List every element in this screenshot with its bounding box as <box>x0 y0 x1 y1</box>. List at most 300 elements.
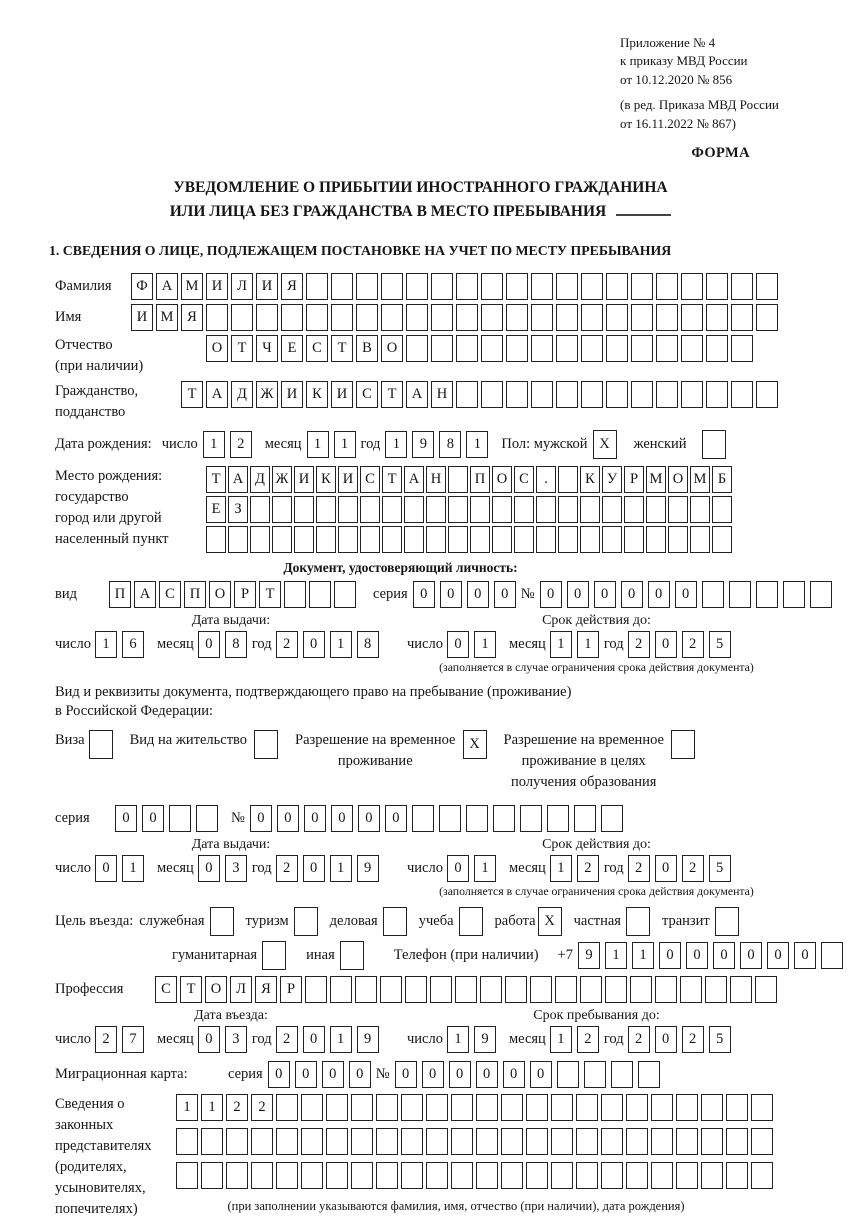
cell[interactable] <box>351 1094 373 1121</box>
cell[interactable] <box>751 1094 773 1121</box>
cell[interactable]: Я <box>281 273 303 300</box>
cell[interactable]: 0 <box>322 1061 344 1088</box>
cell[interactable] <box>501 1162 523 1189</box>
cell[interactable] <box>331 273 353 300</box>
cell[interactable]: 2 <box>577 1026 599 1053</box>
cell[interactable]: Л <box>230 976 252 1003</box>
cell[interactable]: 0 <box>303 1026 325 1053</box>
cell[interactable]: 0 <box>250 805 272 832</box>
cell[interactable] <box>426 496 446 523</box>
cell[interactable] <box>506 304 528 331</box>
cell[interactable]: 1 <box>577 631 599 658</box>
cell[interactable] <box>451 1162 473 1189</box>
cell[interactable]: 0 <box>268 1061 290 1088</box>
cell[interactable]: 0 <box>567 581 589 608</box>
cell[interactable] <box>580 976 602 1003</box>
cell[interactable] <box>228 526 248 553</box>
cell[interactable]: 0 <box>476 1061 498 1088</box>
cell[interactable]: Б <box>712 466 732 493</box>
cell[interactable]: М <box>181 273 203 300</box>
cell[interactable]: И <box>331 381 353 408</box>
cell[interactable]: 2 <box>226 1094 248 1121</box>
cell[interactable] <box>681 304 703 331</box>
cell[interactable] <box>606 273 628 300</box>
cell[interactable] <box>481 335 503 362</box>
cell[interactable]: 1 <box>176 1094 198 1121</box>
cell[interactable]: 2 <box>682 631 704 658</box>
cell[interactable] <box>426 1128 448 1155</box>
cell[interactable] <box>334 581 356 608</box>
cell[interactable] <box>481 381 503 408</box>
cell[interactable] <box>455 976 477 1003</box>
cell[interactable] <box>558 466 578 493</box>
cell[interactable]: 1 <box>307 431 329 458</box>
cell[interactable]: В <box>356 335 378 362</box>
cell[interactable] <box>226 1128 248 1155</box>
cell[interactable] <box>556 304 578 331</box>
cell[interactable] <box>301 1128 323 1155</box>
cell[interactable] <box>821 942 843 969</box>
cell[interactable]: 1 <box>466 431 488 458</box>
cell[interactable] <box>492 496 512 523</box>
cell[interactable] <box>376 1094 398 1121</box>
cell[interactable] <box>576 1128 598 1155</box>
cell[interactable] <box>668 496 688 523</box>
cell[interactable] <box>556 381 578 408</box>
cell[interactable] <box>601 1162 623 1189</box>
cell[interactable] <box>646 526 666 553</box>
cell[interactable] <box>706 335 728 362</box>
cell[interactable]: 2 <box>628 631 650 658</box>
cell[interactable] <box>448 466 468 493</box>
cell[interactable]: 0 <box>530 1061 552 1088</box>
cell[interactable]: 0 <box>331 805 353 832</box>
cell[interactable] <box>783 581 805 608</box>
cell[interactable] <box>360 526 380 553</box>
cell[interactable]: П <box>184 581 206 608</box>
cell[interactable] <box>631 304 653 331</box>
cell[interactable]: 0 <box>304 805 326 832</box>
cell[interactable] <box>301 1162 323 1189</box>
cell[interactable]: 2 <box>577 855 599 882</box>
cell[interactable]: Н <box>431 381 453 408</box>
cell[interactable]: Ф <box>131 273 153 300</box>
cell[interactable]: 8 <box>225 631 247 658</box>
cell[interactable]: 0 <box>413 581 435 608</box>
cell[interactable]: Р <box>624 466 644 493</box>
cell[interactable] <box>206 304 228 331</box>
cell[interactable] <box>726 1094 748 1121</box>
cell[interactable]: И <box>206 273 228 300</box>
cell[interactable] <box>351 1128 373 1155</box>
cell[interactable] <box>730 976 752 1003</box>
cell[interactable] <box>176 1162 198 1189</box>
cell[interactable] <box>680 976 702 1003</box>
cell[interactable] <box>702 581 724 608</box>
cell[interactable] <box>584 1061 606 1088</box>
cell[interactable]: К <box>306 381 328 408</box>
cell[interactable] <box>656 304 678 331</box>
cell[interactable] <box>251 1128 273 1155</box>
cell[interactable] <box>470 496 490 523</box>
cell[interactable]: 1 <box>474 631 496 658</box>
cell[interactable] <box>401 1094 423 1121</box>
cell[interactable] <box>351 1162 373 1189</box>
cell[interactable] <box>536 496 556 523</box>
cell[interactable] <box>701 1162 723 1189</box>
cell[interactable]: 3 <box>225 855 247 882</box>
cell[interactable] <box>476 1162 498 1189</box>
cell[interactable] <box>381 304 403 331</box>
cell[interactable] <box>638 1061 660 1088</box>
cell[interactable] <box>601 1094 623 1121</box>
cell[interactable] <box>681 335 703 362</box>
cell[interactable] <box>601 1128 623 1155</box>
cell[interactable] <box>729 581 751 608</box>
cell[interactable] <box>602 496 622 523</box>
cell[interactable] <box>356 273 378 300</box>
cell[interactable] <box>810 581 832 608</box>
cell[interactable] <box>726 1162 748 1189</box>
cell[interactable] <box>556 335 578 362</box>
cell[interactable]: О <box>668 466 688 493</box>
cell[interactable] <box>451 1128 473 1155</box>
cell[interactable] <box>671 730 695 759</box>
cell[interactable] <box>580 496 600 523</box>
cell[interactable] <box>383 907 407 936</box>
cell[interactable]: Т <box>180 976 202 1003</box>
cell[interactable]: А <box>206 381 228 408</box>
cell[interactable] <box>751 1162 773 1189</box>
cell[interactable] <box>439 805 461 832</box>
cell[interactable] <box>430 976 452 1003</box>
cell[interactable] <box>338 496 358 523</box>
cell[interactable]: 0 <box>447 631 469 658</box>
cell[interactable] <box>466 805 488 832</box>
cell[interactable] <box>470 526 490 553</box>
cell[interactable] <box>506 381 528 408</box>
cell[interactable] <box>551 1094 573 1121</box>
cell[interactable] <box>701 1094 723 1121</box>
cell[interactable] <box>581 335 603 362</box>
cell[interactable] <box>676 1128 698 1155</box>
cell[interactable] <box>476 1094 498 1121</box>
cell[interactable] <box>89 730 113 759</box>
cell[interactable] <box>651 1094 673 1121</box>
cell[interactable] <box>254 730 278 759</box>
cell[interactable] <box>547 805 569 832</box>
cell[interactable] <box>668 526 688 553</box>
cell[interactable] <box>331 304 353 331</box>
cell[interactable]: 9 <box>578 942 600 969</box>
cell[interactable] <box>276 1162 298 1189</box>
cell[interactable] <box>505 976 527 1003</box>
cell[interactable]: Р <box>280 976 302 1003</box>
cell[interactable] <box>306 273 328 300</box>
cell[interactable]: 0 <box>142 805 164 832</box>
cell[interactable]: 0 <box>713 942 735 969</box>
cell[interactable] <box>294 907 318 936</box>
cell[interactable] <box>456 335 478 362</box>
cell[interactable]: Т <box>381 381 403 408</box>
cell[interactable] <box>401 1128 423 1155</box>
cell[interactable]: 6 <box>122 631 144 658</box>
cell[interactable] <box>404 526 424 553</box>
cell[interactable] <box>412 805 434 832</box>
cell[interactable] <box>536 526 556 553</box>
cell[interactable] <box>574 805 596 832</box>
cell[interactable]: 2 <box>628 1026 650 1053</box>
cell[interactable] <box>426 1094 448 1121</box>
cell[interactable]: О <box>209 581 231 608</box>
cell[interactable] <box>702 430 726 459</box>
cell[interactable] <box>301 1094 323 1121</box>
cell[interactable]: О <box>492 466 512 493</box>
cell[interactable] <box>651 1128 673 1155</box>
cell[interactable]: 2 <box>251 1094 273 1121</box>
cell[interactable] <box>281 304 303 331</box>
cell[interactable]: 1 <box>447 1026 469 1053</box>
cell[interactable] <box>376 1128 398 1155</box>
cell[interactable]: Т <box>181 381 203 408</box>
cell[interactable] <box>284 581 306 608</box>
cell[interactable] <box>624 496 644 523</box>
cell[interactable] <box>676 1162 698 1189</box>
cell[interactable] <box>656 381 678 408</box>
cell[interactable]: М <box>646 466 666 493</box>
cell[interactable]: 1 <box>330 1026 352 1053</box>
cell[interactable] <box>731 304 753 331</box>
cell[interactable] <box>558 496 578 523</box>
cell[interactable] <box>231 304 253 331</box>
cell[interactable] <box>309 581 331 608</box>
cell[interactable] <box>476 1128 498 1155</box>
cell[interactable] <box>526 1162 548 1189</box>
cell[interactable]: П <box>470 466 490 493</box>
cell[interactable] <box>756 273 778 300</box>
cell[interactable] <box>316 526 336 553</box>
cell[interactable]: 1 <box>334 431 356 458</box>
cell[interactable]: К <box>316 466 336 493</box>
cell[interactable] <box>448 496 468 523</box>
cell[interactable]: Л <box>231 273 253 300</box>
cell[interactable] <box>404 496 424 523</box>
cell[interactable]: А <box>406 381 428 408</box>
cell[interactable]: 0 <box>440 581 462 608</box>
cell[interactable] <box>176 1128 198 1155</box>
cell[interactable]: С <box>356 381 378 408</box>
cell[interactable] <box>706 381 728 408</box>
cell[interactable] <box>514 496 534 523</box>
cell[interactable]: . <box>536 466 556 493</box>
cell[interactable] <box>631 273 653 300</box>
cell[interactable]: 1 <box>550 855 572 882</box>
cell[interactable]: 1 <box>95 631 117 658</box>
cell[interactable] <box>576 1162 598 1189</box>
cell[interactable]: И <box>294 466 314 493</box>
cell[interactable] <box>431 335 453 362</box>
cell[interactable]: 3 <box>225 1026 247 1053</box>
cell[interactable]: 2 <box>276 631 298 658</box>
cell[interactable] <box>656 273 678 300</box>
cell[interactable]: X <box>463 730 487 759</box>
cell[interactable] <box>526 1094 548 1121</box>
cell[interactable] <box>431 273 453 300</box>
cell[interactable] <box>626 1094 648 1121</box>
cell[interactable]: 0 <box>277 805 299 832</box>
cell[interactable]: 0 <box>198 631 220 658</box>
cell[interactable]: 0 <box>540 581 562 608</box>
cell[interactable]: Н <box>426 466 446 493</box>
cell[interactable] <box>526 1128 548 1155</box>
cell[interactable]: Ч <box>256 335 278 362</box>
cell[interactable] <box>406 304 428 331</box>
cell[interactable] <box>626 907 650 936</box>
cell[interactable] <box>305 976 327 1003</box>
cell[interactable] <box>272 526 292 553</box>
cell[interactable] <box>605 976 627 1003</box>
cell[interactable]: 2 <box>682 855 704 882</box>
cell[interactable]: 0 <box>655 855 677 882</box>
cell[interactable] <box>551 1128 573 1155</box>
cell[interactable]: 1 <box>330 855 352 882</box>
cell[interactable] <box>715 907 739 936</box>
cell[interactable] <box>251 1162 273 1189</box>
cell[interactable]: Д <box>231 381 253 408</box>
cell[interactable] <box>330 976 352 1003</box>
cell[interactable] <box>701 1128 723 1155</box>
cell[interactable]: М <box>156 304 178 331</box>
cell[interactable]: 9 <box>357 855 379 882</box>
cell[interactable] <box>501 1094 523 1121</box>
cell[interactable]: С <box>306 335 328 362</box>
cell[interactable]: 2 <box>230 431 252 458</box>
cell[interactable]: 1 <box>550 1026 572 1053</box>
cell[interactable] <box>493 805 515 832</box>
cell[interactable] <box>602 526 622 553</box>
cell[interactable]: 8 <box>439 431 461 458</box>
cell[interactable]: 0 <box>494 581 516 608</box>
cell[interactable] <box>601 805 623 832</box>
cell[interactable]: 0 <box>621 581 643 608</box>
cell[interactable]: О <box>381 335 403 362</box>
cell[interactable]: Т <box>331 335 353 362</box>
cell[interactable]: 1 <box>385 431 407 458</box>
cell[interactable] <box>262 941 286 970</box>
cell[interactable]: 0 <box>95 855 117 882</box>
cell[interactable]: А <box>134 581 156 608</box>
cell[interactable] <box>294 526 314 553</box>
cell[interactable] <box>406 335 428 362</box>
cell[interactable]: Д <box>250 466 270 493</box>
cell[interactable] <box>276 1094 298 1121</box>
cell[interactable] <box>355 976 377 1003</box>
cell[interactable]: Т <box>382 466 402 493</box>
cell[interactable] <box>557 1061 579 1088</box>
cell[interactable] <box>459 907 483 936</box>
cell[interactable] <box>606 335 628 362</box>
cell[interactable] <box>169 805 191 832</box>
cell[interactable] <box>520 805 542 832</box>
cell[interactable] <box>626 1162 648 1189</box>
cell[interactable] <box>448 526 468 553</box>
cell[interactable] <box>456 304 478 331</box>
cell[interactable] <box>606 304 628 331</box>
cell[interactable] <box>506 273 528 300</box>
cell[interactable] <box>626 1128 648 1155</box>
cell[interactable] <box>606 381 628 408</box>
cell[interactable]: 2 <box>628 855 650 882</box>
cell[interactable] <box>712 526 732 553</box>
cell[interactable] <box>210 907 234 936</box>
cell[interactable]: 1 <box>201 1094 223 1121</box>
cell[interactable] <box>405 976 427 1003</box>
cell[interactable]: 1 <box>550 631 572 658</box>
cell[interactable] <box>756 304 778 331</box>
cell[interactable]: 9 <box>412 431 434 458</box>
cell[interactable] <box>226 1162 248 1189</box>
cell[interactable] <box>611 1061 633 1088</box>
cell[interactable] <box>756 381 778 408</box>
cell[interactable] <box>426 1162 448 1189</box>
cell[interactable]: 0 <box>740 942 762 969</box>
cell[interactable]: 1 <box>122 855 144 882</box>
cell[interactable]: С <box>514 466 534 493</box>
cell[interactable] <box>326 1128 348 1155</box>
cell[interactable] <box>356 304 378 331</box>
cell[interactable] <box>712 496 732 523</box>
cell[interactable] <box>646 496 666 523</box>
cell[interactable]: 0 <box>467 581 489 608</box>
cell[interactable] <box>381 273 403 300</box>
cell[interactable]: 9 <box>357 1026 379 1053</box>
cell[interactable]: 0 <box>447 855 469 882</box>
cell[interactable] <box>531 304 553 331</box>
cell[interactable]: 0 <box>767 942 789 969</box>
cell[interactable] <box>731 273 753 300</box>
cell[interactable] <box>581 273 603 300</box>
cell[interactable]: О <box>205 976 227 1003</box>
cell[interactable] <box>380 976 402 1003</box>
cell[interactable] <box>555 976 577 1003</box>
cell[interactable]: А <box>404 466 424 493</box>
cell[interactable] <box>681 381 703 408</box>
cell[interactable]: И <box>338 466 358 493</box>
cell[interactable]: Ж <box>256 381 278 408</box>
cell[interactable] <box>250 526 270 553</box>
cell[interactable] <box>481 304 503 331</box>
cell[interactable] <box>558 526 578 553</box>
cell[interactable]: 0 <box>358 805 380 832</box>
cell[interactable]: Т <box>259 581 281 608</box>
cell[interactable]: 0 <box>303 631 325 658</box>
cell[interactable] <box>481 273 503 300</box>
cell[interactable] <box>201 1128 223 1155</box>
cell[interactable]: 0 <box>303 855 325 882</box>
cell[interactable] <box>531 273 553 300</box>
cell[interactable] <box>556 273 578 300</box>
cell[interactable] <box>501 1128 523 1155</box>
cell[interactable]: Е <box>281 335 303 362</box>
cell[interactable] <box>581 304 603 331</box>
cell[interactable] <box>376 1162 398 1189</box>
cell[interactable] <box>706 273 728 300</box>
cell[interactable]: 5 <box>709 631 731 658</box>
cell[interactable]: З <box>228 496 248 523</box>
cell[interactable] <box>530 976 552 1003</box>
cell[interactable]: У <box>602 466 622 493</box>
cell[interactable] <box>401 1162 423 1189</box>
